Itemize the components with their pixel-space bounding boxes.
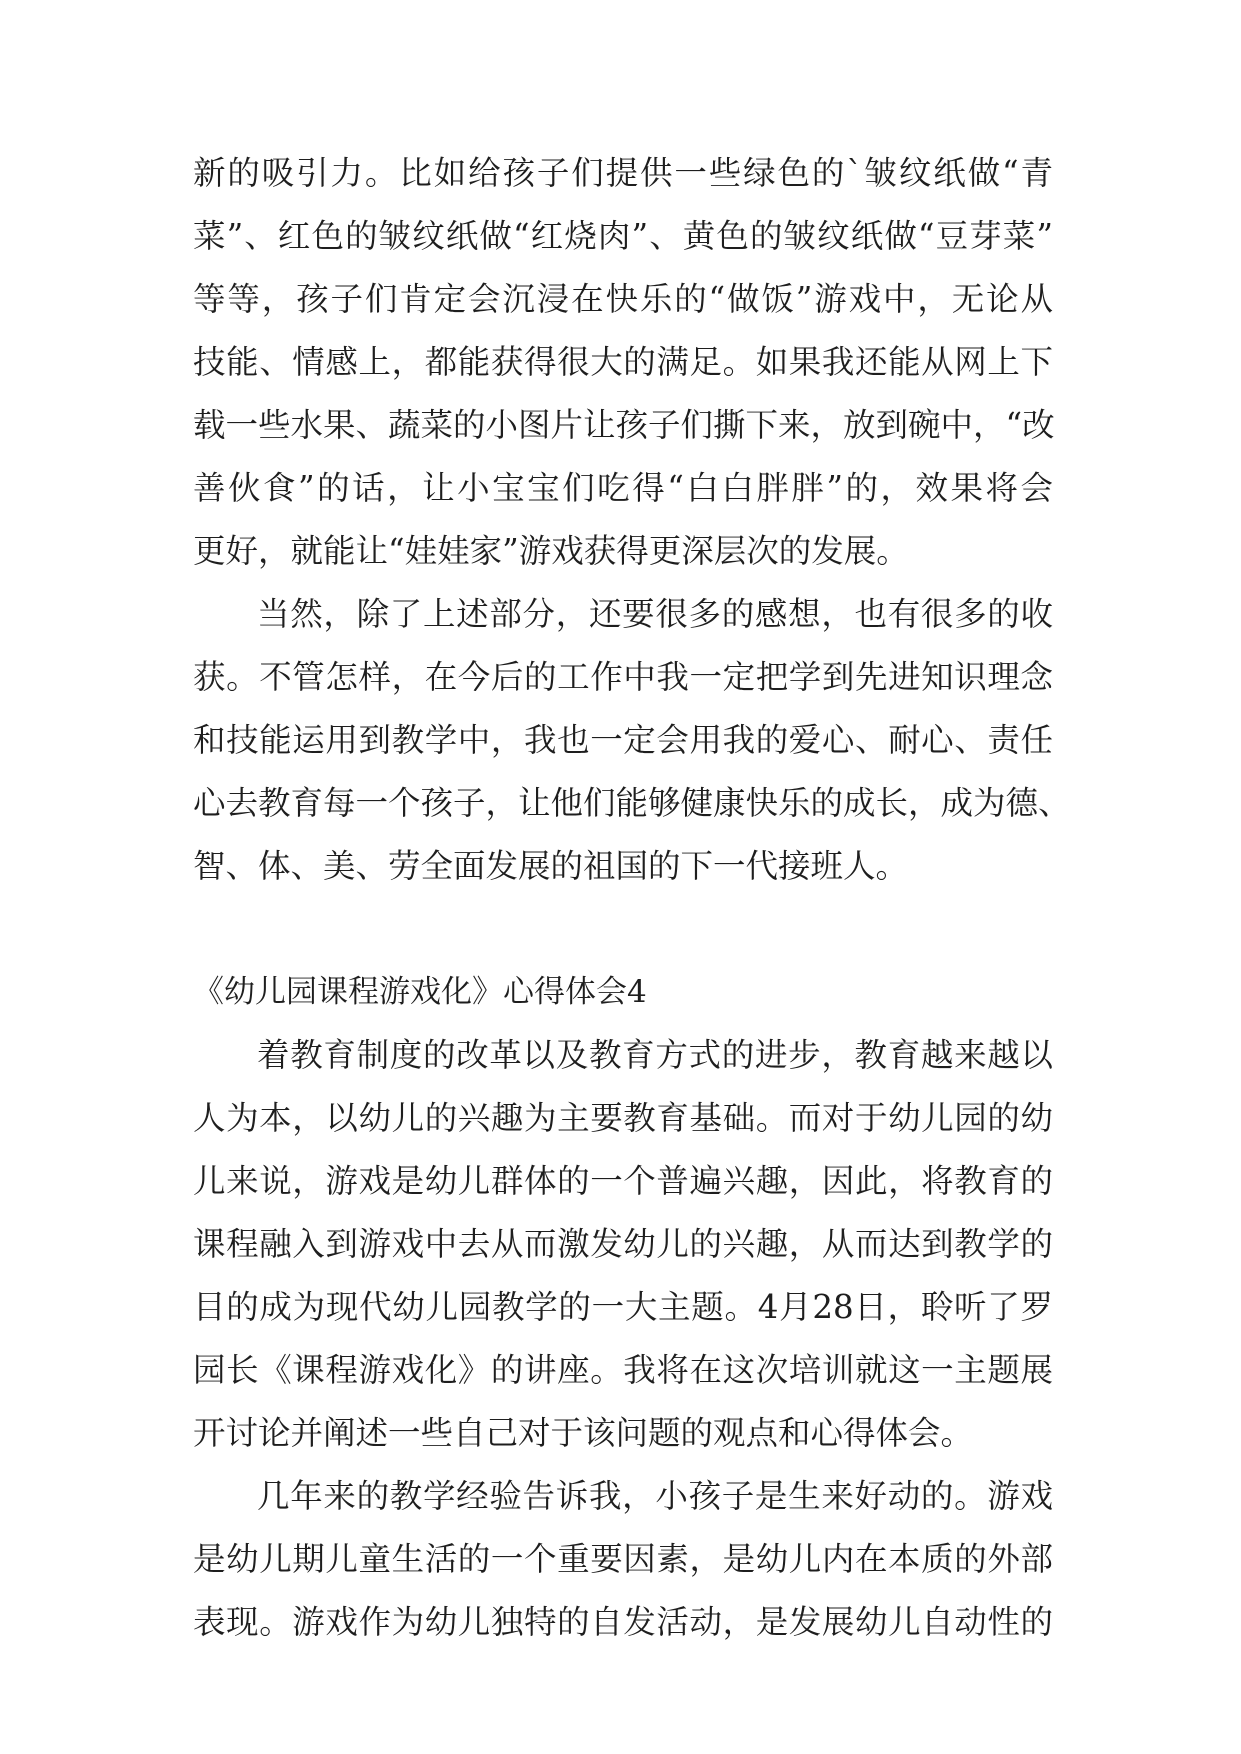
paragraph-line: 心去教育每一个孩子，让他们能够健康快乐的成长，成为德、 bbox=[193, 784, 1071, 822]
paragraph-line: 和技能运用到教学中，我也一定会用我的爱心、耐心、责任 bbox=[193, 721, 1053, 759]
paragraph-line: 当然，除了上述部分，还要很多的感想，也有很多的收 bbox=[257, 595, 1053, 633]
paragraph-line: 课程融入到游戏中去从而激发幼儿的兴趣，从而达到教学的 bbox=[193, 1225, 1053, 1263]
paragraph-line: 目的成为现代幼儿园教学的一大主题。4月28日，聆听了罗 bbox=[193, 1288, 1053, 1326]
paragraph-line: 获。不管怎样，在今后的工作中我一定把学到先进知识理念 bbox=[193, 658, 1053, 696]
paragraph-line: 儿来说，游戏是幼儿群体的一个普遍兴趣，因此，将教育的 bbox=[193, 1162, 1053, 1200]
paragraph-line: 园长《课程游戏化》的讲座。我将在这次培训就这一主题展 bbox=[193, 1351, 1053, 1389]
paragraph-line: 着教育制度的改革以及教育方式的进步，教育越来越以 bbox=[257, 1036, 1053, 1074]
paragraph-line: 善伙食”的话，让小宝宝们吃得“白白胖胖”的，效果将会 bbox=[193, 469, 1053, 507]
paragraph-line: 菜”、红色的皱纹纸做“红烧肉”、黄色的皱纹纸做“豆芽菜” bbox=[193, 217, 1053, 255]
paragraph-line: 是幼儿期儿童生活的一个重要因素，是幼儿内在本质的外部 bbox=[193, 1540, 1053, 1578]
paragraph-line: 智、体、美、劳全面发展的祖国的下一代接班人。 bbox=[193, 847, 909, 885]
paragraph-line: 人为本，以幼儿的兴趣为主要教育基础。而对于幼儿园的幼 bbox=[193, 1099, 1053, 1137]
paragraph-line: 等等，孩子们肯定会沉浸在快乐的“做饭”游戏中，无论从 bbox=[193, 280, 1053, 318]
section-heading: 《幼儿园课程游戏化》心得体会4 bbox=[193, 974, 647, 1010]
paragraph-line: 更好，就能让“娃娃家”游戏获得更深层次的发展。 bbox=[193, 532, 909, 570]
paragraph-line: 表现。游戏作为幼儿独特的自发活动，是发展幼儿自动性的 bbox=[193, 1603, 1053, 1641]
paragraph-line: 几年来的教学经验告诉我，小孩子是生来好动的。游戏 bbox=[257, 1477, 1053, 1515]
paragraph-line: 开讨论并阐述一些自己对于该问题的观点和心得体会。 bbox=[193, 1414, 974, 1452]
paragraph-line: 新的吸引力。比如给孩子们提供一些绿色的`皱纹纸做“青 bbox=[193, 154, 1053, 192]
paragraph-line: 技能、情感上，都能获得很大的满足。如果我还能从网上下 bbox=[193, 343, 1053, 381]
paragraph-line: 载一些水果、蔬菜的小图片让孩子们撕下来，放到碗中，“改 bbox=[193, 406, 1055, 444]
